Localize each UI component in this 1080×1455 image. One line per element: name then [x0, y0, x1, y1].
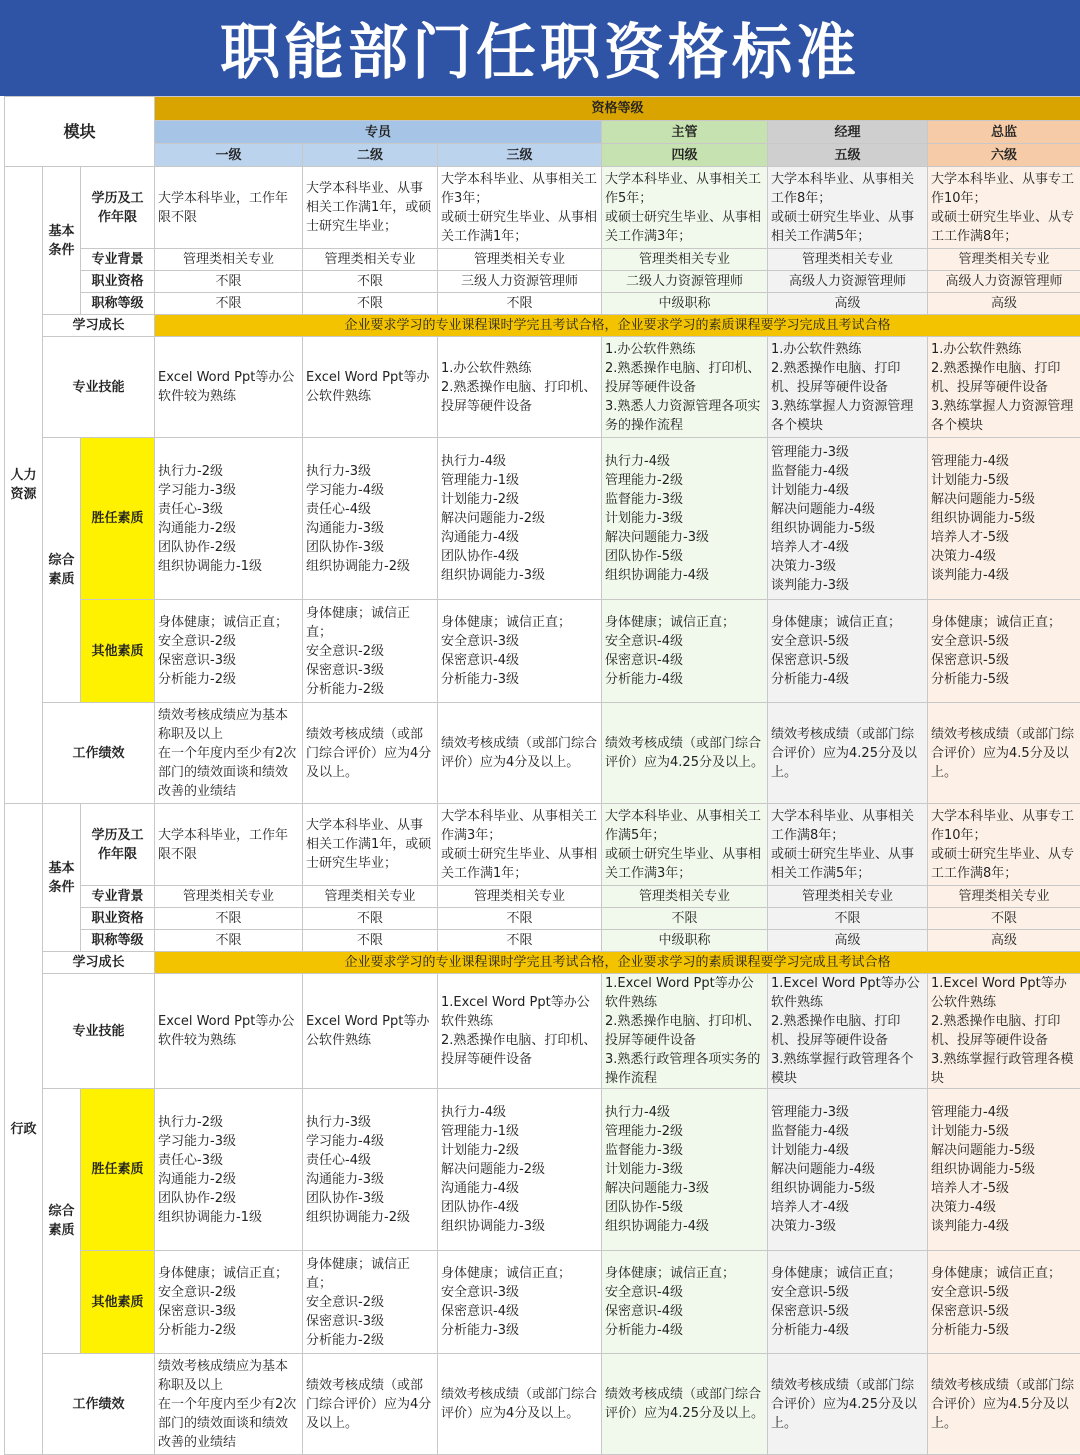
cert-cell: 不限	[768, 908, 928, 930]
edu-cell: 大学本科毕业，工作年限不限	[155, 167, 303, 249]
perf-cell: 绩效考核成绩（或部门综合评价）应为4分及以上。	[438, 703, 602, 804]
comp-cell: 执行力-3级 学习能力-4级 责任心-4级 沟通能力-3级 团队协作-3级 组织协调能力-2级	[303, 1089, 438, 1251]
edu-label: 学历及工 作年限	[81, 804, 155, 886]
section-name: 行政	[5, 804, 43, 1455]
edu-cell: 大学本科毕业、从事相关工作5年； 或硕士研究生毕业、从事相关工作满3年；	[602, 167, 768, 249]
skill-cell: Excel Word Ppt等办公软件熟练	[303, 337, 438, 438]
perf-cell: 绩效考核成绩应为基本称职及以上 在一个年度内至少有2次部门的绩效面谈和绩效改善的业绩结	[155, 703, 303, 804]
skill-cell: 1.办公软件熟练 2.熟悉操作电脑、打印机、投屏等硬件设备 3.熟练掌握人力资源管理各个模块	[768, 337, 928, 438]
performance-label: 工作绩效	[43, 1354, 155, 1455]
edu-cell: 大学本科毕业、从事专工作10年； 或硕士研究生毕业、从专工工作满8年；	[928, 804, 1080, 886]
performance-label: 工作绩效	[43, 703, 155, 804]
skill-cell: 1.Excel Word Ppt等办公软件熟练 2.熟悉操作电脑、打印机、投屏等硬件设备 3.熟练掌握行政管理各模块	[928, 974, 1080, 1089]
skill-cell: 1.办公软件熟练 2.熟悉操作电脑、打印机、投屏等硬件设备 3.熟悉人力资源管理各项实务的操作流程	[602, 337, 768, 438]
major-cell: 管理类相关专业	[155, 249, 303, 271]
skill-label: 专业技能	[43, 337, 155, 438]
perf-cell: 绩效考核成绩（或部门综合评价）应为4分及以上。	[303, 703, 438, 804]
level-5: 五级	[768, 144, 928, 167]
group-manager: 经理	[768, 121, 928, 144]
perf-cell: 绩效考核成绩（或部门综合评价）应为4.25分及以上。	[602, 703, 768, 804]
other-cell: 身体健康；诚信正直； 安全意识-2级 保密意识-3级 分析能力-2级	[303, 600, 438, 703]
module-header: 模块	[5, 97, 155, 167]
edu-cell: 大学本科毕业、从事相关工作满5年； 或硕士研究生毕业、从事相关工作满3年；	[602, 804, 768, 886]
other-cell: 身体健康；诚信正直； 安全意识-5级 保密意识-5级 分析能力-4级	[768, 1251, 928, 1354]
competency-label: 胜任素质	[81, 438, 155, 600]
level-1: 一级	[155, 144, 303, 167]
perf-cell: 绩效考核成绩（或部门综合评价）应为4.5分及以上。	[928, 703, 1080, 804]
rank-cell: 不限	[438, 293, 602, 315]
edu-cell: 大学本科毕业、从事相关工作8年； 或硕士研究生毕业、从事相关工作满5年；	[768, 167, 928, 249]
other-quality-label: 其他素质	[81, 1251, 155, 1354]
cert-cell: 不限	[155, 908, 303, 930]
learn-row	[5, 952, 1080, 974]
rank-label: 职称等级	[81, 930, 155, 952]
comp-cell: 执行力-4级 管理能力-1级 计划能力-2级 解决问题能力-2级 沟通能力-4级 团队协作-4级 组织协调能力-3级	[438, 1089, 602, 1251]
comp-cell: 执行力-2级 学习能力-3级 责任心-3级 沟通能力-2级 团队协作-2级 组织协调能力-1级	[155, 1089, 303, 1251]
section-name: 人力 资源	[5, 167, 43, 804]
comp-cell: 执行力-4级 管理能力-2级 监督能力-3级 计划能力-3级 解决问题能力-3级 团队协作-5级 组织协调能力-4级	[602, 1089, 768, 1251]
comp-cell: 执行力-4级 管理能力-1级 计划能力-2级 解决问题能力-2级 沟通能力-4级 团队协作-4级 组织协调能力-3级	[438, 438, 602, 600]
level-2: 二级	[303, 144, 438, 167]
cert-label: 职业资格	[81, 271, 155, 293]
skill-cell: 1.Excel Word Ppt等办公软件熟练 2.熟悉操作电脑、打印机、投屏等硬件设备 3.熟练掌握行政管理各个模块	[768, 974, 928, 1089]
major-cell: 管理类相关专业	[438, 886, 602, 908]
edu-cell: 大学本科毕业、从事相关工作满3年； 或硕士研究生毕业、从事相关工作满1年；	[438, 804, 602, 886]
major-cell: 管理类相关专业	[303, 249, 438, 271]
edu-row	[5, 167, 1080, 249]
skill-cell: 1.Excel Word Ppt等办公软件熟练 2.熟悉操作电脑、打印机、投屏等硬件设备 3.熟悉行政管理各项实务的操作流程	[602, 974, 768, 1089]
edu-cell: 大学本科毕业、从事专工作10年； 或硕士研究生毕业、从专工工作满8年；	[928, 167, 1080, 249]
comp-cell: 管理能力-4级 计划能力-5级 解决问题能力-5级 组织协调能力-5级 培养人才-5级 决策力-4级 谈判能力-4级	[928, 438, 1080, 600]
cert-cell: 不限	[928, 908, 1080, 930]
edu-label: 学历及工 作年限	[81, 167, 155, 249]
cert-cell: 三级人力资源管理师	[438, 271, 602, 293]
basic-conditions-label: 基本 条件	[43, 167, 81, 315]
major-cell: 管理类相关专业	[768, 886, 928, 908]
other-row	[5, 1251, 1080, 1354]
perf-cell: 绩效考核成绩（或部门综合评价）应为4.25分及以上。	[602, 1354, 768, 1455]
skill-cell: Excel Word Ppt等办公软件熟练	[303, 974, 438, 1089]
rank-cell: 不限	[155, 930, 303, 952]
major-label: 专业背景	[81, 249, 155, 271]
group-director: 总监	[928, 121, 1080, 144]
other-cell: 身体健康；诚信正直； 安全意识-5级 保密意识-5级 分析能力-4级	[768, 600, 928, 703]
comp-cell: 管理能力-4级 计划能力-5级 解决问题能力-5级 组织协调能力-5级 培养人才-5级 决策力-4级 谈判能力-4级	[928, 1089, 1080, 1251]
major-cell: 管理类相关专业	[602, 249, 768, 271]
major-label: 专业背景	[81, 886, 155, 908]
comp-row	[5, 438, 1080, 600]
qualification-table	[4, 96, 1080, 1455]
rank-row	[5, 293, 1080, 315]
rank-cell: 不限	[303, 930, 438, 952]
other-cell: 身体健康；诚信正直； 安全意识-4级 保密意识-4级 分析能力-4级	[602, 600, 768, 703]
comp-cell: 执行力-4级 管理能力-2级 监督能力-3级 计划能力-3级 解决问题能力-3级 团队协作-5级 组织协调能力-4级	[602, 438, 768, 600]
group-supervisor: 主管	[602, 121, 768, 144]
rank-cell: 不限	[155, 293, 303, 315]
cert-cell: 不限	[303, 271, 438, 293]
edu-cell: 大学本科毕业，工作年限不限	[155, 804, 303, 886]
rank-cell: 中级职称	[602, 293, 768, 315]
comp-cell: 执行力-2级 学习能力-3级 责任心-3级 沟通能力-2级 团队协作-2级 组织协调能力-1级	[155, 438, 303, 600]
learn-requirement: 企业要求学习的专业课程课时学完且考试合格，企业要求学习的素质课程要学习完成且考试合格	[155, 952, 1080, 974]
major-cell: 管理类相关专业	[303, 886, 438, 908]
rank-row	[5, 930, 1080, 952]
rank-cell: 高级	[768, 930, 928, 952]
level-4: 四级	[602, 144, 768, 167]
page-title: 职能部门任职资格标准	[220, 5, 860, 91]
other-cell: 身体健康；诚信正直； 安全意识-3级 保密意识-4级 分析能力-3级	[438, 1251, 602, 1354]
cert-cell: 不限	[438, 908, 602, 930]
perf-cell: 绩效考核成绩应为基本称职及以上 在一个年度内至少有2次部门的绩效面谈和绩效改善的业绩结	[155, 1354, 303, 1455]
skill-label: 专业技能	[43, 974, 155, 1089]
major-row	[5, 886, 1080, 908]
cert-cell: 高级人力资源管理师	[928, 271, 1080, 293]
skill-row	[5, 337, 1080, 438]
skill-cell: Excel Word Ppt等办公软件较为熟练	[155, 974, 303, 1089]
perf-row	[5, 1354, 1080, 1455]
title-banner	[0, 0, 1080, 96]
other-row	[5, 600, 1080, 703]
other-cell: 身体健康；诚信正直； 安全意识-2级 保密意识-3级 分析能力-2级	[303, 1251, 438, 1354]
perf-cell: 绩效考核成绩（或部门综合评价）应为4分及以上。	[303, 1354, 438, 1455]
learn-label: 学习成长	[43, 315, 155, 337]
rank-cell: 不限	[303, 293, 438, 315]
perf-cell: 绩效考核成绩（或部门综合评价）应为4分及以上。	[438, 1354, 602, 1455]
cert-cell: 高级人力资源管理师	[768, 271, 928, 293]
edu-cell: 大学本科毕业、从事相关工作3年； 或硕士研究生毕业、从事相关工作满1年；	[438, 167, 602, 249]
rank-cell: 高级	[928, 293, 1080, 315]
composite-label: 综合 素质	[43, 438, 81, 703]
major-row	[5, 249, 1080, 271]
major-cell: 管理类相关专业	[928, 886, 1080, 908]
other-cell: 身体健康；诚信正直； 安全意识-5级 保密意识-5级 分析能力-5级	[928, 600, 1080, 703]
basic-conditions-label: 基本 条件	[43, 804, 81, 952]
perf-cell: 绩效考核成绩（或部门综合评价）应为4.5分及以上。	[928, 1354, 1080, 1455]
other-cell: 身体健康；诚信正直； 安全意识-4级 保密意识-4级 分析能力-4级	[602, 1251, 768, 1354]
other-cell: 身体健康；诚信正直； 安全意识-2级 保密意识-3级 分析能力-2级	[155, 600, 303, 703]
group-specialist: 专员	[155, 121, 602, 144]
comp-cell: 管理能力-3级 监督能力-4级 计划能力-4级 解决问题能力-4级 组织协调能力-5级 培养人才-4级 决策力-3级	[768, 1089, 928, 1251]
qualification-level-header: 资格等级	[155, 97, 1080, 121]
rank-cell: 中级职称	[602, 930, 768, 952]
comp-cell: 执行力-3级 学习能力-4级 责任心-4级 沟通能力-3级 团队协作-3级 组织协调能力-2级	[303, 438, 438, 600]
rank-cell: 高级	[928, 930, 1080, 952]
edu-cell: 大学本科毕业、从事相关工作满8年； 或硕士研究生毕业、从事相关工作满5年；	[768, 804, 928, 886]
composite-label: 综合 素质	[43, 1089, 81, 1354]
skill-cell: 1.Excel Word Ppt等办公软件熟练 2.熟悉操作电脑、打印机、投屏等硬件设备	[438, 974, 602, 1089]
major-cell: 管理类相关专业	[602, 886, 768, 908]
major-cell: 管理类相关专业	[438, 249, 602, 271]
perf-row	[5, 703, 1080, 804]
cert-cell: 二级人力资源管理师	[602, 271, 768, 293]
comp-row	[5, 1089, 1080, 1251]
rank-label: 职称等级	[81, 293, 155, 315]
cert-row	[5, 908, 1080, 930]
level-3: 三级	[438, 144, 602, 167]
major-cell: 管理类相关专业	[768, 249, 928, 271]
skill-row	[5, 974, 1080, 1089]
skill-cell: Excel Word Ppt等办公软件较为熟练	[155, 337, 303, 438]
major-cell: 管理类相关专业	[928, 249, 1080, 271]
competency-label: 胜任素质	[81, 1089, 155, 1251]
other-cell: 身体健康；诚信正直； 安全意识-5级 保密意识-5级 分析能力-5级	[928, 1251, 1080, 1354]
learn-row	[5, 315, 1080, 337]
cert-cell: 不限	[602, 908, 768, 930]
cert-label: 职业资格	[81, 908, 155, 930]
comp-cell: 管理能力-3级 监督能力-4级 计划能力-4级 解决问题能力-4级 组织协调能力-5级 培养人才-4级 决策力-3级 谈判能力-3级	[768, 438, 928, 600]
edu-cell: 大学本科毕业、从事相关工作满1年，或硕士研究生毕业；	[303, 804, 438, 886]
learn-requirement: 企业要求学习的专业课程课时学完且考试合格，企业要求学习的素质课程要学习完成且考试合格	[155, 315, 1080, 337]
perf-cell: 绩效考核成绩（或部门综合评价）应为4.25分及以上。	[768, 1354, 928, 1455]
level-6: 六级	[928, 144, 1080, 167]
edu-cell: 大学本科毕业、从事相关工作满1年，或硕士研究生毕业；	[303, 167, 438, 249]
edu-row	[5, 804, 1080, 886]
other-cell: 身体健康；诚信正直； 安全意识-3级 保密意识-4级 分析能力-3级	[438, 600, 602, 703]
cert-row	[5, 271, 1080, 293]
perf-cell: 绩效考核成绩（或部门综合评价）应为4.25分及以上。	[768, 703, 928, 804]
rank-cell: 高级	[768, 293, 928, 315]
cert-cell: 不限	[303, 908, 438, 930]
rank-cell: 不限	[438, 930, 602, 952]
major-cell: 管理类相关专业	[155, 886, 303, 908]
other-quality-label: 其他素质	[81, 600, 155, 703]
skill-cell: 1.办公软件熟练 2.熟悉操作电脑、打印机、投屏等硬件设备 3.熟练掌握人力资源管理各个模块	[928, 337, 1080, 438]
other-cell: 身体健康；诚信正直； 安全意识-2级 保密意识-3级 分析能力-2级	[155, 1251, 303, 1354]
skill-cell: 1.办公软件熟练 2.熟悉操作电脑、打印机、投屏等硬件设备	[438, 337, 602, 438]
learn-label: 学习成长	[43, 952, 155, 974]
cert-cell: 不限	[155, 271, 303, 293]
